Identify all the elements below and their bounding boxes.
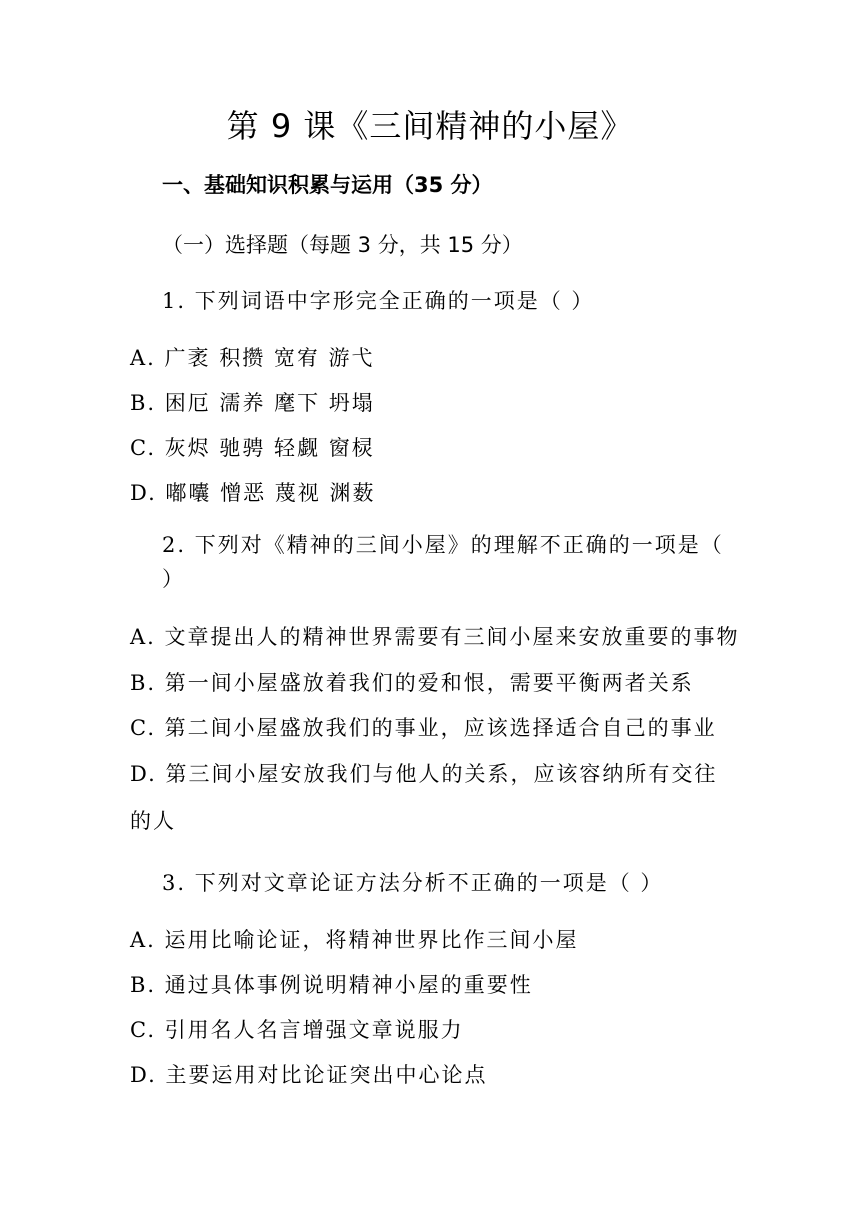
option-a: A. 广袤 积攒 宽宥 游弋: [130, 346, 375, 370]
option-c: C. 灰烬 驰骋 轻觑 窗棂: [130, 436, 375, 460]
question-1: [130, 284, 740, 516]
question-stem: 1. 下列词语中字形完全正确的一项是（ ）: [162, 289, 595, 313]
option-b: B. 第一间小屋盛放着我们的爱和恨，需要平衡两者关系: [130, 671, 694, 695]
option-a: A. 运用比喻论证，将精神世界比作三间小屋: [130, 928, 579, 952]
section-heading: 一、基础知识积累与运用（35 分）: [162, 173, 493, 197]
subsection-heading: （一）选择题（每题 3 分，共 15 分）: [162, 233, 523, 257]
option-a: A. 文章提出人的精神世界需要有三间小屋来安放重要的事物: [130, 625, 740, 649]
question-2: [130, 528, 740, 845]
question-3: [130, 866, 740, 1098]
option-d: D. 第三间小屋安放我们与他人的关系，应该容纳所有交往的人: [130, 762, 718, 833]
question-stem: 2. 下列对《精神的三间小屋》的理解不正确的一项是（ ）: [162, 533, 724, 591]
option-c: C. 第二间小屋盛放我们的事业，应该选择适合自己的事业: [130, 716, 717, 740]
option-b: B. 困厄 濡养 麾下 坍塌: [130, 391, 375, 415]
question-stem: 3. 下列对文章论证方法分析不正确的一项是（ ）: [162, 871, 664, 895]
option-b: B. 通过具体事例说明精神小屋的重要性: [130, 973, 533, 997]
page-title: 第 9 课《三间精神的小屋》: [226, 107, 634, 145]
option-d: D. 嘟囔 憎恶 蔑视 渊薮: [130, 481, 376, 505]
option-d: D. 主要运用对比论证突出中心论点: [130, 1063, 488, 1087]
option-c: C. 引用名人名言增强文章说服力: [130, 1018, 464, 1042]
